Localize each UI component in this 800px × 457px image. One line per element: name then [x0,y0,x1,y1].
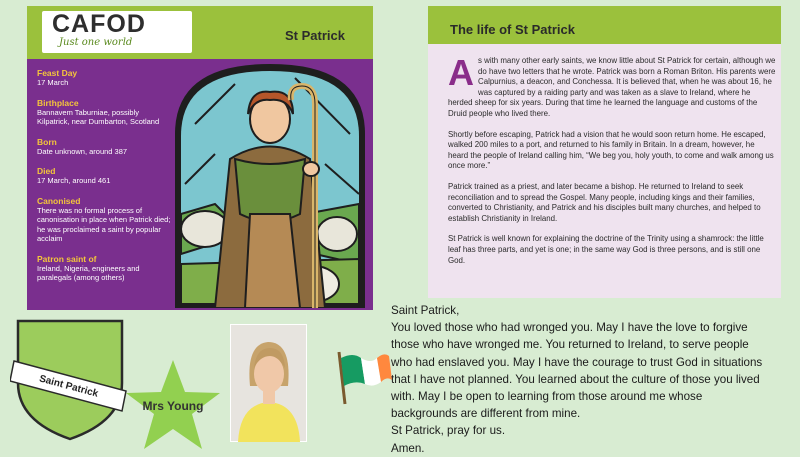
prayer-text [391,302,791,457]
prayer-line: with. May I be open to learning from those around me whose [391,390,703,404]
life-text [448,52,776,276]
drop-cap-letter: A [448,52,474,93]
teacher-name-label: Mrs Young [142,399,204,413]
fact-heading: Canonised [37,195,81,206]
saint-patrick-shield-badge [10,313,130,443]
prayer-line: backgrounds are different from mine. [391,407,581,421]
prayer-line: Amen. [391,441,425,455]
fact-text: 17 March, around 461 [37,176,111,185]
cafod-logo [42,11,192,53]
stained-glass-window-image [175,64,365,308]
fact-feast-day [37,68,172,88]
fact-heading: Patron saint of [37,253,97,264]
facts-list [37,68,172,293]
life-paragraph [448,52,776,120]
cafod-tagline: Just one world [59,37,133,48]
fact-died [37,166,172,186]
irish-flag-icon [331,346,393,406]
fact-heading: Born [37,136,57,147]
fact-patron-saint [37,254,172,283]
fact-birthplace [37,98,172,127]
prayer-line: who had enslaved you. May I have the courage to trust God in situations [391,355,763,369]
prayer-line: Saint Patrick, [391,304,460,317]
shield-label: Saint Patrick [37,373,100,400]
prayer-line: those who have wronged me. You returned to Ireland, to serve people [391,338,749,352]
fact-text: Bannavem Taburniae, possibly Kilpatrick, near Dumbarton, Scotland [37,107,160,126]
life-paragraph: St Patrick is well known for explaining the doctrine of the Trinity using a shamrock: the little leaf has three parts, and yet is one; in the same way God is three persons, and is still one God. [448,234,764,265]
st-patrick-fact-card [27,6,373,310]
teacher-photo [230,324,307,442]
prayer-line: St Patrick, pray for us. [391,424,506,438]
fact-heading: Died [37,166,56,176]
life-card-title: The life of St Patrick [450,22,575,37]
life-paragraph: Patrick trained as a priest, and later became a bishop. He returned to Ireland to seek reconciliation and to spread the Gospel. Many people, including kings and their families, converted to Christianity, and Patrick and his disciples built many churches, and helped to establish Christianity in Ireland. [448,181,761,223]
life-paragraph: Shortly before escaping, Patrick had a vision that he would soon return home. He escaped, walked 200 miles to a port, and returned to his family in Britain. In a dream, however, he heard the people of Ireland calling him, “We beg you, holy youth, to come and walk among us once more.” [448,129,774,171]
life-paragraph-text: s with many other early saints, we know little about St Patrick for certain, although we do have two letters that he wrote. Patrick was born a Roman Briton. His parents were Calpurnius, a deacon, and Conchessa. It is believed that, when he was about 16, he was captured by a raiding party and was taken as a slave to Ireland, where he herded sheep for six years. During that time he learned the language and customs of the Druid people who lived there. [448,56,776,118]
fact-born [37,137,172,157]
cafod-logo-text: CAFOD [52,10,146,38]
fact-heading: Feast Day [37,68,78,78]
fact-text: There was no formal process of canonisation in place when Patrick died; he was proclaimed a saint by popular acclaim [37,205,171,243]
prayer-line: that I have not planned. You learned about the culture of those you lived [391,372,760,386]
fact-text: 17 March [37,78,69,87]
card-title: St Patrick [285,28,345,43]
prayer-line: You loved those who had wronged you. May I have the love to forgive [391,321,748,335]
fact-heading: Birthplace [37,97,79,108]
fact-text: Ireland, Nigeria, engineers and paralegals (among others) [37,263,140,282]
fact-canonised [37,196,172,244]
life-of-st-patrick-card [428,6,781,298]
fact-text: Date unknown, around 387 [37,146,128,156]
